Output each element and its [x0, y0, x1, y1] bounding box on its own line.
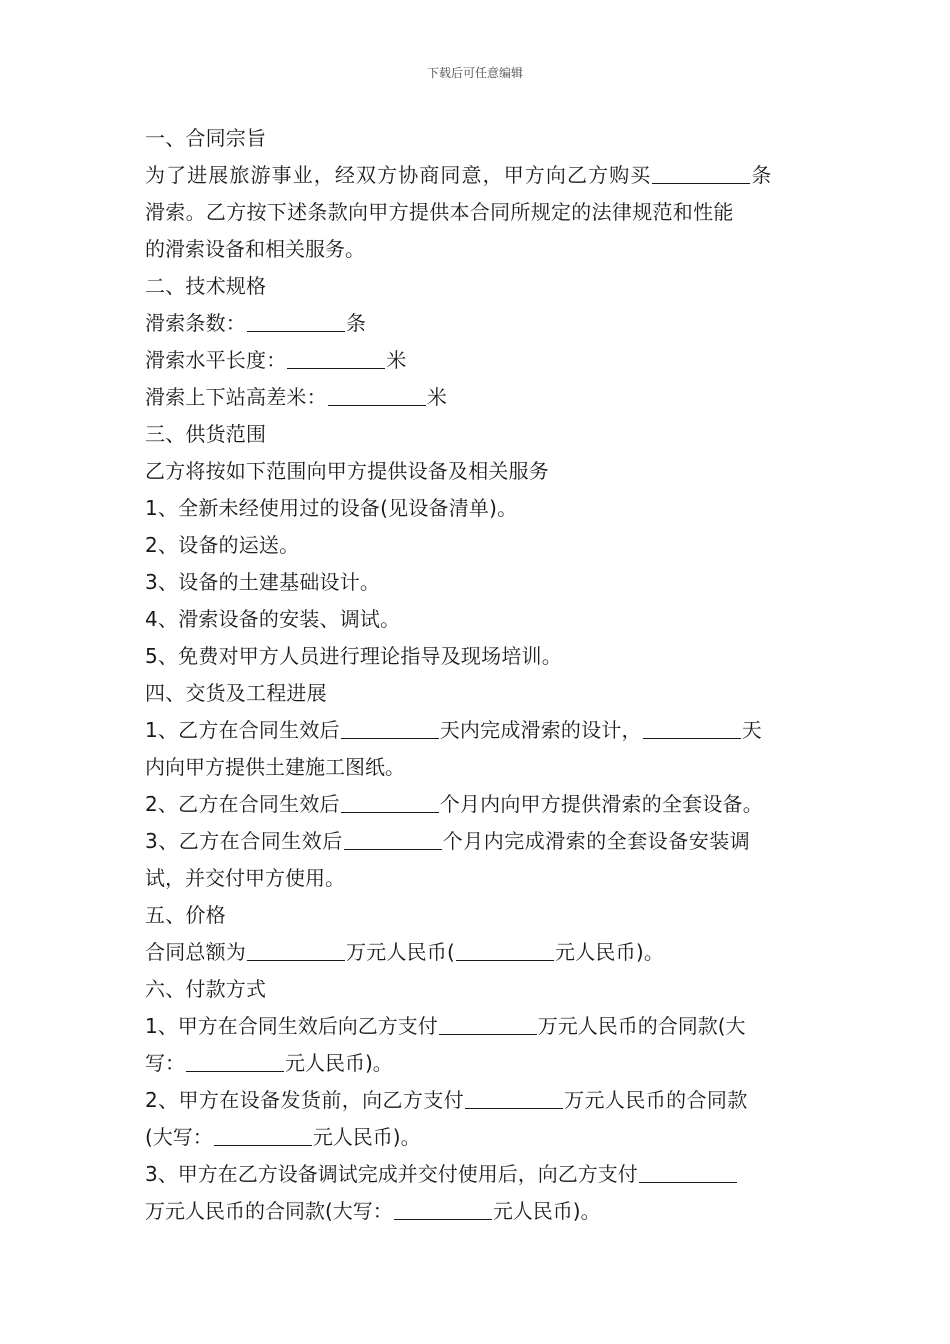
paragraph: 乙方将按如下范围向甲方提供设备及相关服务 — [145, 459, 549, 483]
section-title: 三、供货范围 — [145, 422, 267, 446]
section-title: 一、合同宗旨 — [145, 126, 267, 150]
spec-line: 滑索条数： 条 — [145, 311, 367, 335]
paragraph: 为了进展旅游事业，经双方协商同意，甲方向乙方购买 条 滑索。乙方按下述条款向甲方提供本合同所规定的法律规范和性能 的滑索设备和相关服务。 — [145, 163, 773, 261]
list-item: 3、乙方在合同生效后 个月内完成滑索的全套设备安装调 试，并交付甲方使用。 — [145, 829, 751, 890]
blank-field[interactable] — [456, 940, 554, 961]
list-item: 3、设备的土建基础设计。 — [145, 570, 381, 594]
blank-field[interactable] — [394, 1199, 492, 1220]
list-item: 1、乙方在合同生效后 天内完成滑索的设计， 天 内向甲方提供土建施工图纸。 — [145, 718, 762, 779]
section-title: 二、技术规格 — [145, 274, 267, 298]
list-item: 4、滑索设备的安装、调试。 — [145, 607, 401, 631]
list-item: 2、甲方在设备发货前，向乙方支付 万元人民币的合同款 (大写： 元人民币)。 — [145, 1088, 748, 1149]
blank-field[interactable] — [186, 1051, 284, 1072]
blank-field[interactable] — [344, 829, 442, 850]
blank-field[interactable] — [465, 1088, 563, 1109]
blank-field[interactable] — [287, 348, 385, 369]
list-item: 1、全新未经使用过的设备(见设备清单)。 — [145, 496, 518, 520]
blank-field[interactable] — [341, 718, 439, 739]
blank-field[interactable] — [341, 792, 439, 813]
section-title: 四、交货及工程进展 — [145, 681, 327, 705]
section-title: 六、付款方式 — [145, 977, 267, 1001]
page-header: 下载后可任意编辑 — [426, 66, 523, 80]
blank-field[interactable] — [247, 940, 345, 961]
paragraph: 合同总额为 万元人民币( 元人民币)。 — [145, 940, 665, 964]
spec-line: 滑索上下站高差米： 米 — [145, 385, 448, 409]
list-item: 2、设备的运送。 — [145, 533, 300, 557]
blank-field[interactable] — [439, 1014, 537, 1035]
blank-field[interactable] — [328, 385, 426, 406]
blank-field[interactable] — [639, 1162, 737, 1183]
blank-field[interactable] — [214, 1125, 312, 1146]
blank-field[interactable] — [247, 311, 345, 332]
list-item: 1、甲方在合同生效后向乙方支付 万元人民币的合同款(大 写： 元人民币)。 — [145, 1014, 746, 1075]
section-title: 五、价格 — [145, 903, 226, 927]
contract-body — [145, 120, 807, 1230]
list-item: 2、乙方在合同生效后 个月内向甲方提供滑索的全套设备。 — [145, 792, 763, 816]
list-item: 3、甲方在乙方设备调试完成并交付使用后，向乙方支付 万元人民币的合同款(大写： 元人民币)。 — [145, 1156, 807, 1230]
blank-field[interactable] — [652, 163, 750, 184]
spec-line: 滑索水平长度： 米 — [145, 348, 407, 372]
blank-field[interactable] — [643, 718, 741, 739]
list-item: 5、免费对甲方人员进行理论指导及现场培训。 — [145, 644, 562, 668]
